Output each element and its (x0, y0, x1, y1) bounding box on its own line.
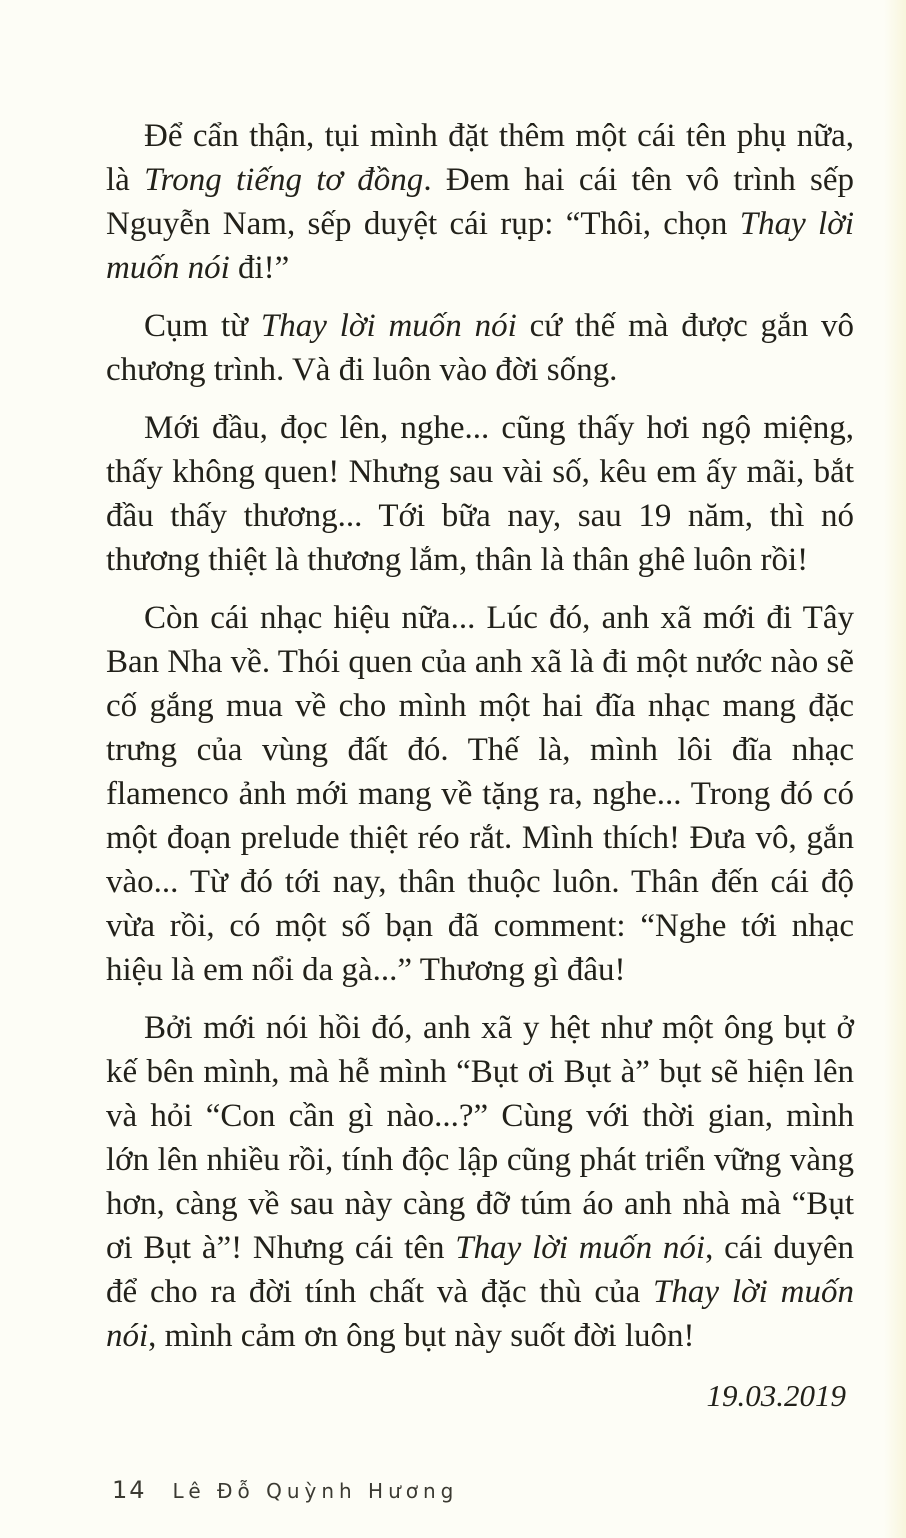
body-paragraph (106, 596, 854, 992)
text-run: cứ thế mà được gắn vô chương trình. Và đi luôn vào đời sống. (106, 308, 855, 388)
text-run: Mới đầu, đọc lên, nghe... cũng thấy hơi ngộ miệng, thấy không quen! Nhưng sau vài số, kêu em ấy mãi, bắt đầu thấy thương... Tới bữa nay, sau 19 năm, thì nó thương thiệt là thương lắm, thân là thân ghê luôn rồi! (106, 410, 854, 578)
page-footer (112, 1476, 458, 1504)
body-paragraph (106, 114, 854, 290)
italic-text-run: Thay lời muốn nói (260, 308, 517, 344)
text-run: đi!” (229, 250, 290, 286)
text-run: , mình cảm ơn ông bụt này suốt đời luôn! (148, 1318, 695, 1354)
italic-text-run: Thay lời muốn nói (106, 1274, 854, 1354)
author-name: Lê Đỗ Quỳnh Hương (172, 1479, 459, 1503)
entry-date: 19.03.2019 (706, 1378, 846, 1413)
text-run: Còn cái nhạc hiệu nữa... Lúc đó, anh xã mới đi Tây Ban Nha về. Thói quen của anh xã là đi một nước nào sẽ cố gắng mua về cho mình một hai đĩa nhạc mang đặc trưng của vùng đất đó. Thế là, mình lôi đĩa nhạc flamenco ảnh mới mang về tặng ra, nghe... Trong đó có một đoạn prelude thiệt réo rắt. Mình thích! Đưa vô, gắn vào... Từ đó tới nay, thân thuộc luôn. Thân đến cái độ vừa rồi, có một số bạn đã comment: “Nghe tới nhạc hiệu là em nổi da gà...” Thương gì đâu! (106, 600, 854, 988)
body-paragraph (106, 1006, 854, 1358)
text-run: Để cẩn thận, tụi mình đặt thêm một cái tên phụ nữa, là (106, 118, 854, 198)
italic-text-run: Thay lời muốn nói (455, 1230, 706, 1266)
body-paragraph (106, 406, 854, 582)
text-run: Bởi mới nói hồi đó, anh xã y hệt như một ông bụt ở kế bên mình, mà hễ mình “Bụt ơi Bụt à” bụt sẽ hiện lên và hỏi “Con cần gì nào...?” Cùng với thời gian, mình lớn lên nhiều rồi, tính độc lập cũng phát triển vững vàng hơn, càng về sau này càng đỡ túm áo anh nhà mà “Bụt ơi Bụt à”! Nhưng cái tên (106, 1010, 854, 1266)
page-body-text (106, 114, 854, 1358)
page-number: 14 (112, 1476, 147, 1504)
text-run: . Đem hai cái tên vô trình sếp Nguyễn Nam, sếp duyệt cái rụp: “Thôi, chọn (106, 162, 854, 242)
body-paragraph (106, 304, 854, 392)
text-run: Cụm từ (144, 308, 261, 344)
text-run: , cái duyên để cho ra đời tính chất và đặc thù của (106, 1230, 855, 1310)
italic-text-run: Trong tiếng tơ đồng (144, 162, 424, 198)
italic-text-run: Thay lời muốn nói (106, 206, 855, 286)
